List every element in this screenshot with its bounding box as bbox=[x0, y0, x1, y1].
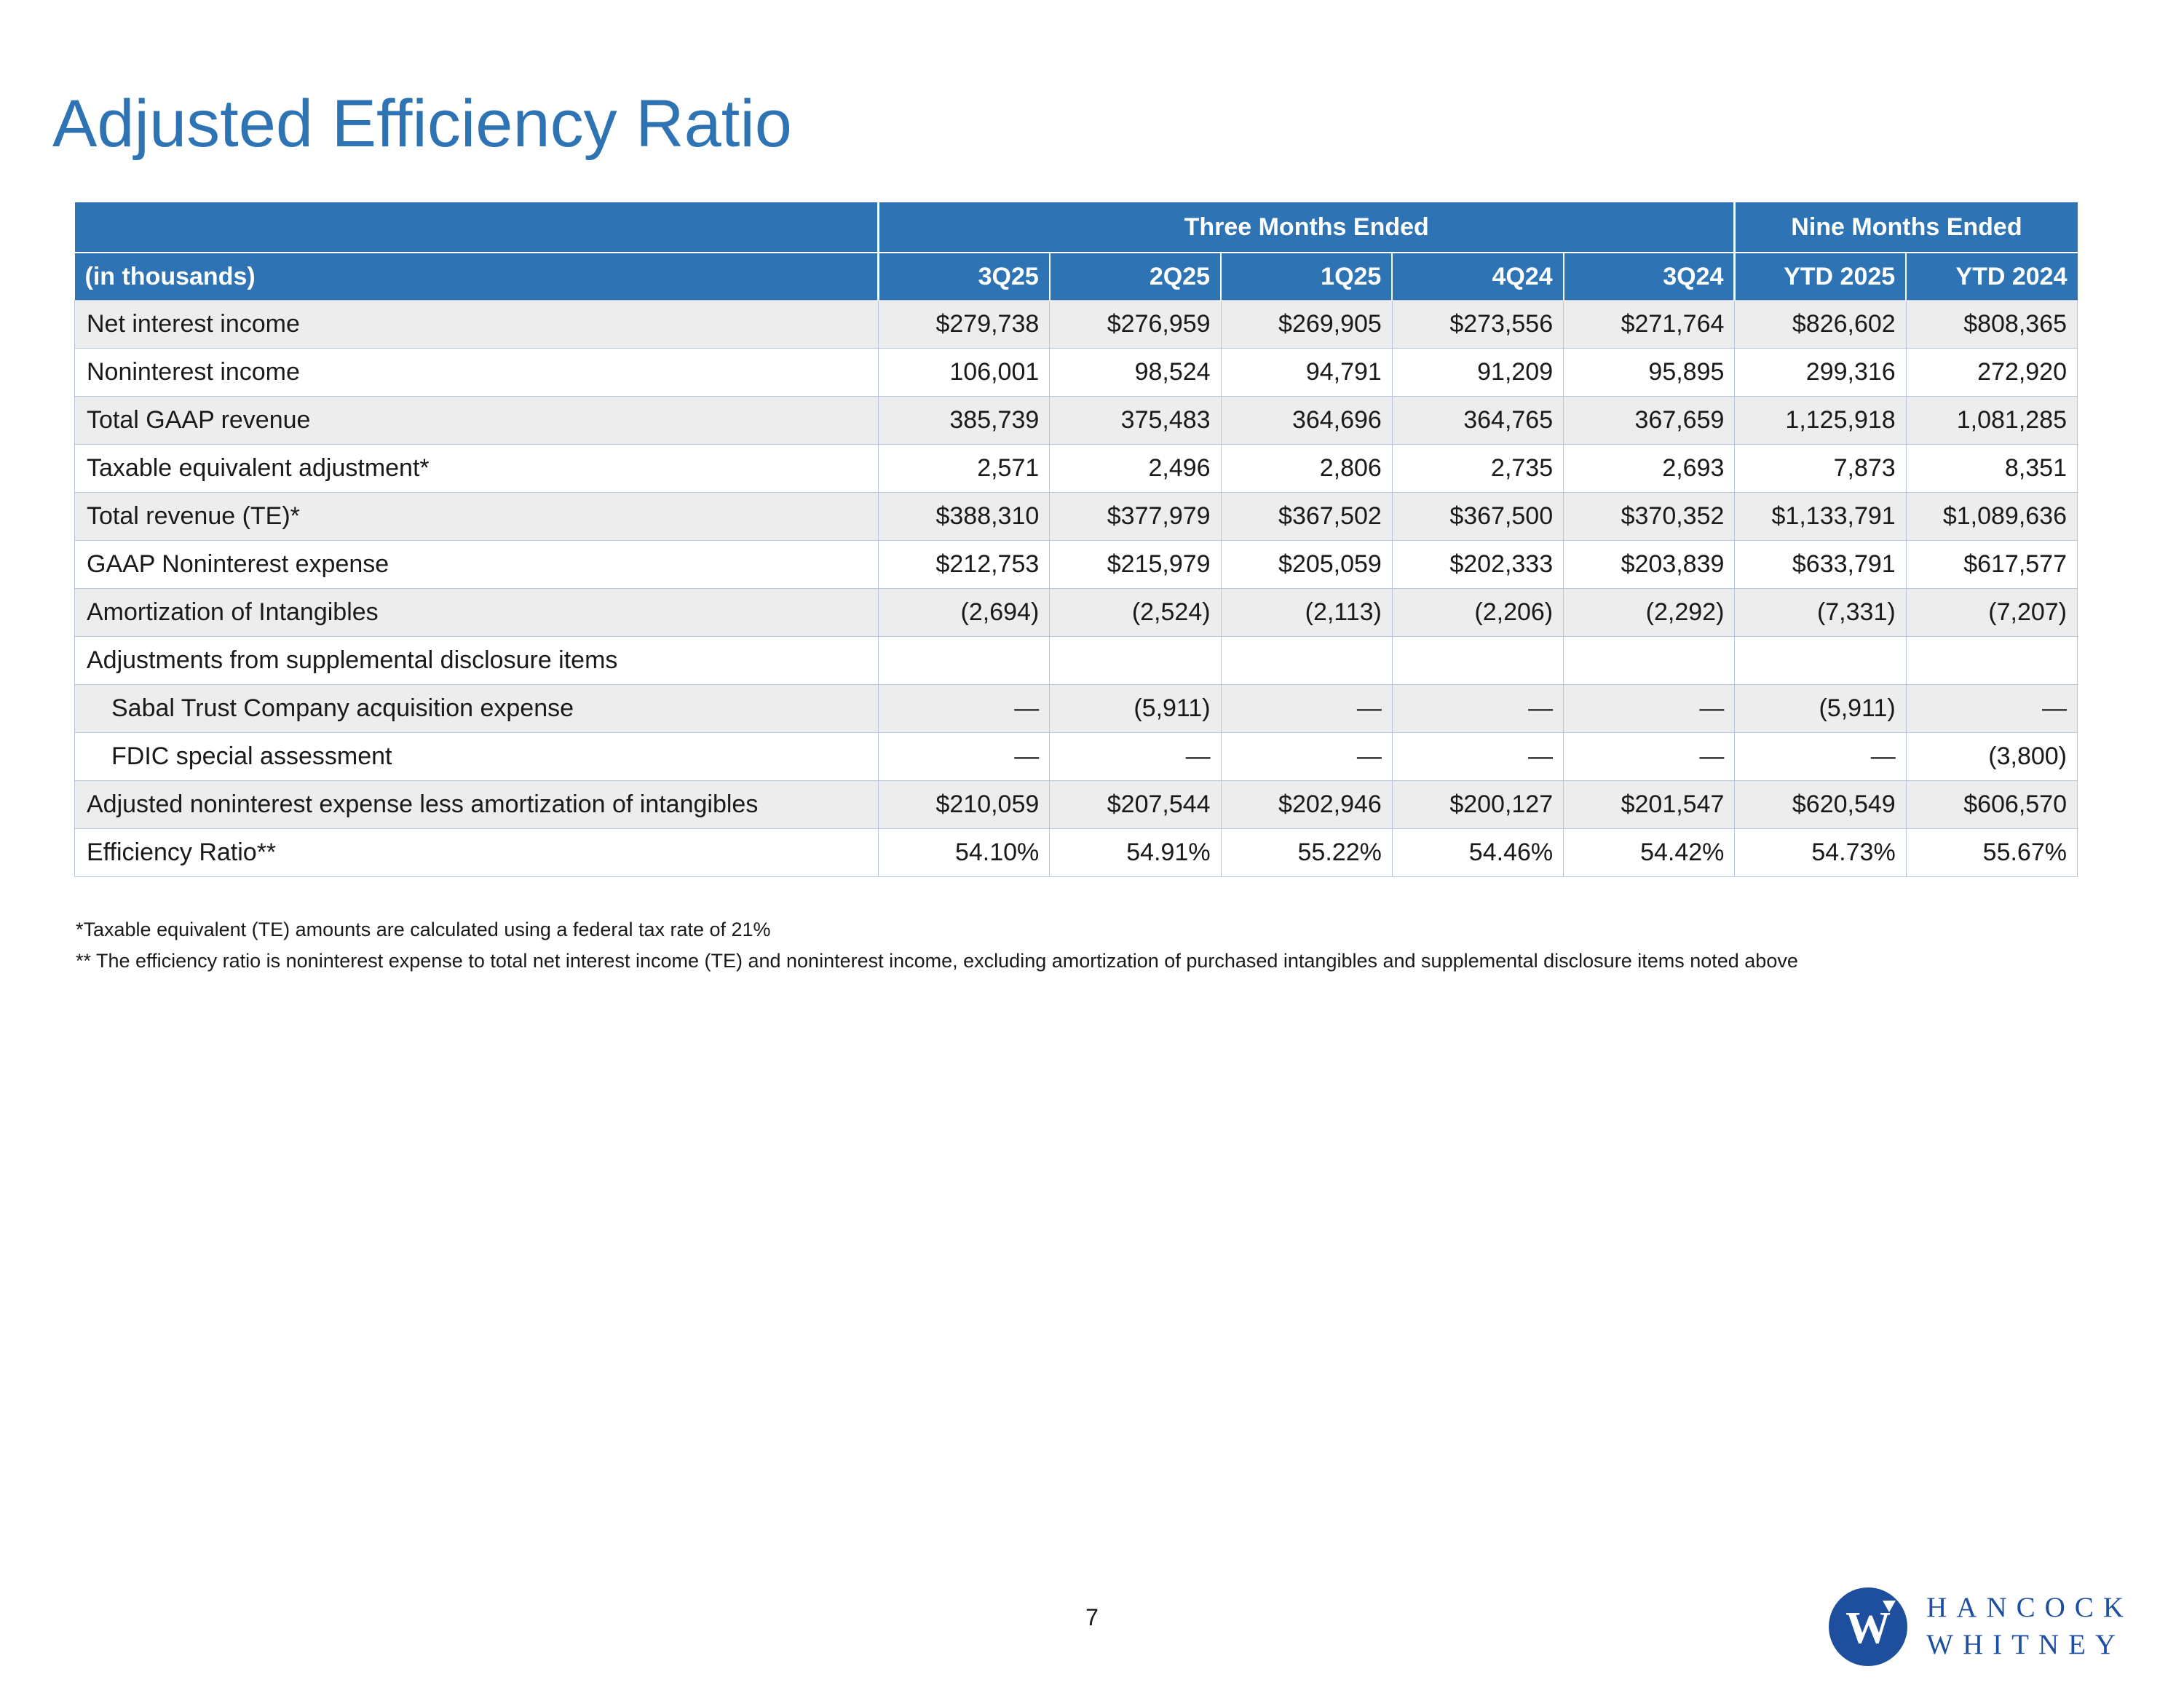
cell-value: 54.46% bbox=[1392, 829, 1563, 877]
row-label: FDIC special assessment bbox=[75, 733, 879, 781]
cell-value: 375,483 bbox=[1050, 397, 1221, 445]
cell-value bbox=[1221, 637, 1392, 685]
row-label: Total GAAP revenue bbox=[75, 397, 879, 445]
cell-value: $207,544 bbox=[1050, 781, 1221, 829]
row-label: Amortization of Intangibles bbox=[75, 589, 879, 637]
cell-value: 91,209 bbox=[1392, 349, 1563, 397]
cell-value: $276,959 bbox=[1050, 301, 1221, 349]
cell-value: (5,911) bbox=[1050, 685, 1221, 733]
column-header: 4Q24 bbox=[1392, 253, 1563, 301]
cell-value: $200,127 bbox=[1392, 781, 1563, 829]
column-header: 2Q25 bbox=[1050, 253, 1221, 301]
cell-value: — bbox=[1392, 685, 1563, 733]
cell-value bbox=[1564, 637, 1735, 685]
cell-value: $202,333 bbox=[1392, 541, 1563, 589]
cell-value: (2,206) bbox=[1392, 589, 1563, 637]
cell-value: $205,059 bbox=[1221, 541, 1392, 589]
cell-value: — bbox=[1564, 733, 1735, 781]
cell-value: — bbox=[1735, 733, 1906, 781]
footnotes bbox=[76, 914, 1939, 976]
cell-value: 54.91% bbox=[1050, 829, 1221, 877]
row-label: Adjusted noninterest expense less amortization of intangibles bbox=[75, 781, 879, 829]
cell-value: 385,739 bbox=[879, 397, 1050, 445]
wordmark-line-whitney: WHITNEY bbox=[1926, 1629, 2126, 1660]
table-row bbox=[75, 493, 2078, 541]
cell-value: $212,753 bbox=[879, 541, 1050, 589]
cell-value: — bbox=[1221, 685, 1392, 733]
table-row bbox=[75, 349, 2078, 397]
cell-value: 54.42% bbox=[1564, 829, 1735, 877]
table-section-header-row bbox=[75, 202, 2078, 253]
cell-value: 95,895 bbox=[1564, 349, 1735, 397]
column-header: 3Q25 bbox=[879, 253, 1050, 301]
table-row bbox=[75, 733, 2078, 781]
wordmark-line-hancock: HANCOCK bbox=[1926, 1592, 2133, 1624]
cell-value: — bbox=[1221, 733, 1392, 781]
cell-value: 54.73% bbox=[1735, 829, 1906, 877]
row-label: GAAP Noninterest expense bbox=[75, 541, 879, 589]
cell-value: $377,979 bbox=[1050, 493, 1221, 541]
cell-value bbox=[1735, 637, 1906, 685]
cell-value bbox=[879, 637, 1050, 685]
table-row bbox=[75, 685, 2078, 733]
cell-value: $1,089,636 bbox=[1906, 493, 2077, 541]
cell-value: 364,765 bbox=[1392, 397, 1563, 445]
cell-value: (2,292) bbox=[1564, 589, 1735, 637]
cell-value: (2,113) bbox=[1221, 589, 1392, 637]
efficiency-ratio-table bbox=[74, 202, 2078, 877]
cell-value: (7,207) bbox=[1906, 589, 2077, 637]
cell-value: 106,001 bbox=[879, 349, 1050, 397]
cell-value: $269,905 bbox=[1221, 301, 1392, 349]
table-row bbox=[75, 445, 2078, 493]
section-header-nine-months: Nine Months Ended bbox=[1735, 202, 2078, 253]
cell-value: 272,920 bbox=[1906, 349, 2077, 397]
cell-value bbox=[1392, 637, 1563, 685]
row-label: Sabal Trust Company acquisition expense bbox=[75, 685, 879, 733]
cell-value: 367,659 bbox=[1564, 397, 1735, 445]
row-label: Noninterest income bbox=[75, 349, 879, 397]
cell-value: 8,351 bbox=[1906, 445, 2077, 493]
cell-value: $826,602 bbox=[1735, 301, 1906, 349]
cell-value: $633,791 bbox=[1735, 541, 1906, 589]
table-row bbox=[75, 781, 2078, 829]
cell-value: 299,316 bbox=[1735, 349, 1906, 397]
cell-value: 55.67% bbox=[1906, 829, 2077, 877]
cell-value: — bbox=[1392, 733, 1563, 781]
hancock-whitney-wordmark bbox=[1926, 1590, 2133, 1663]
table-row bbox=[75, 589, 2078, 637]
table-row bbox=[75, 637, 2078, 685]
cell-value: — bbox=[1906, 685, 2077, 733]
cell-value: $606,570 bbox=[1906, 781, 2077, 829]
cell-value: 2,496 bbox=[1050, 445, 1221, 493]
cell-value: $617,577 bbox=[1906, 541, 2077, 589]
column-header: 1Q25 bbox=[1221, 253, 1392, 301]
cell-value: $202,946 bbox=[1221, 781, 1392, 829]
cell-value: $273,556 bbox=[1392, 301, 1563, 349]
hancock-whitney-logo-icon bbox=[1829, 1587, 1907, 1666]
row-label: Adjustments from supplemental disclosure items bbox=[75, 637, 879, 685]
cell-value: $370,352 bbox=[1564, 493, 1735, 541]
logo-w-monogram: W bbox=[1845, 1603, 1891, 1653]
cell-value: $203,839 bbox=[1564, 541, 1735, 589]
table-row bbox=[75, 541, 2078, 589]
cell-value: $620,549 bbox=[1735, 781, 1906, 829]
cell-value: — bbox=[1050, 733, 1221, 781]
section-header-spacer bbox=[75, 202, 879, 253]
table-row bbox=[75, 829, 2078, 877]
cell-value bbox=[1906, 637, 2077, 685]
row-label: Efficiency Ratio** bbox=[75, 829, 879, 877]
cell-value: — bbox=[1564, 685, 1735, 733]
cell-value: 94,791 bbox=[1221, 349, 1392, 397]
table-row bbox=[75, 301, 2078, 349]
cell-value: 364,696 bbox=[1221, 397, 1392, 445]
footnote-efficiency-ratio: ** The efficiency ratio is noninterest expense to total net interest income (TE) and noninterest income, excluding amortization of purchased intangibles and supplemental disclosure items noted above bbox=[76, 949, 1798, 972]
column-header: YTD 2024 bbox=[1906, 253, 2077, 301]
cell-value: $1,133,791 bbox=[1735, 493, 1906, 541]
cell-value: (3,800) bbox=[1906, 733, 2077, 781]
section-header-three-months: Three Months Ended bbox=[879, 202, 1735, 253]
page-number: 7 bbox=[1085, 1604, 1099, 1630]
cell-value: 2,806 bbox=[1221, 445, 1392, 493]
row-label: Taxable equivalent adjustment* bbox=[75, 445, 879, 493]
cell-value: 55.22% bbox=[1221, 829, 1392, 877]
cell-value: 2,571 bbox=[879, 445, 1050, 493]
row-label: Net interest income bbox=[75, 301, 879, 349]
cell-value: (2,524) bbox=[1050, 589, 1221, 637]
cell-value: 2,693 bbox=[1564, 445, 1735, 493]
cell-value: — bbox=[879, 733, 1050, 781]
cell-value: $367,500 bbox=[1392, 493, 1563, 541]
table-column-header-row bbox=[75, 253, 2078, 301]
row-label: Total revenue (TE)* bbox=[75, 493, 879, 541]
cell-value: — bbox=[879, 685, 1050, 733]
cell-value: $271,764 bbox=[1564, 301, 1735, 349]
cell-value: 1,081,285 bbox=[1906, 397, 2077, 445]
cell-value: (5,911) bbox=[1735, 685, 1906, 733]
cell-value: $808,365 bbox=[1906, 301, 2077, 349]
logo-notch-icon bbox=[1883, 1601, 1896, 1612]
cell-value: 98,524 bbox=[1050, 349, 1221, 397]
column-header: 3Q24 bbox=[1564, 253, 1735, 301]
cell-value: 7,873 bbox=[1735, 445, 1906, 493]
cell-value: 2,735 bbox=[1392, 445, 1563, 493]
cell-value bbox=[1050, 637, 1221, 685]
column-header: YTD 2025 bbox=[1735, 253, 1906, 301]
cell-value: $279,738 bbox=[879, 301, 1050, 349]
cell-value: $388,310 bbox=[879, 493, 1050, 541]
cell-value: 1,125,918 bbox=[1735, 397, 1906, 445]
cell-value: $201,547 bbox=[1564, 781, 1735, 829]
cell-value: (2,694) bbox=[879, 589, 1050, 637]
page-title: Adjusted Efficiency Ratio bbox=[52, 86, 792, 161]
column-header-in-thousands: (in thousands) bbox=[75, 253, 879, 301]
cell-value: $215,979 bbox=[1050, 541, 1221, 589]
hancock-whitney-logo bbox=[1829, 1587, 2133, 1666]
table-row bbox=[75, 397, 2078, 445]
cell-value: 54.10% bbox=[879, 829, 1050, 877]
footnote-taxable-equivalent: *Taxable equivalent (TE) amounts are calculated using a federal tax rate of 21% bbox=[76, 919, 771, 940]
efficiency-ratio-table-container bbox=[74, 202, 2078, 877]
cell-value: $210,059 bbox=[879, 781, 1050, 829]
cell-value: (7,331) bbox=[1735, 589, 1906, 637]
cell-value: $367,502 bbox=[1221, 493, 1392, 541]
